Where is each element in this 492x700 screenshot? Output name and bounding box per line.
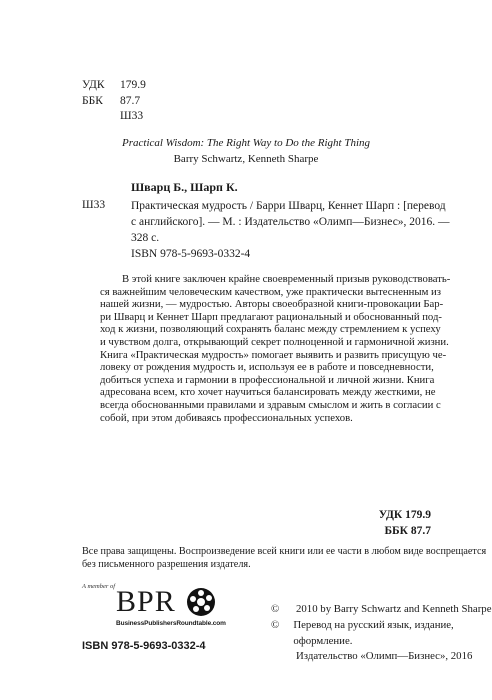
- description-line: Практическая мудрость / Барри Шварц, Кеннет Шарп : [перевод: [131, 200, 446, 212]
- bpr-logo: [82, 583, 226, 627]
- abstract-line: ловеку от рождения мудрость и, используя ее в работе и повседневности,: [100, 361, 434, 374]
- abstract-line: ри Шварц и Кеннет Шарп предлагают рациональный и обоснованный под-: [100, 310, 442, 323]
- abstract-line: Книга «Практическая мудрость» помогает выявить и развить присущую че-: [100, 348, 447, 361]
- catalog-code: Ш33: [82, 199, 106, 211]
- abstract-line: собой, при этом добиваясь профессиональных успехов.: [100, 411, 353, 424]
- bpr-member-text: A member of: [82, 583, 116, 590]
- description-line: 328 с.: [131, 231, 160, 244]
- abstract-line: нашей жизни, — мудростью. Авторы своеобразной книги-провокации Бар-: [100, 298, 444, 311]
- isbn-main: ISBN 978-5-9693-0332-4: [131, 248, 251, 260]
- udc-code: УДК 179.9: [82, 79, 146, 91]
- description-line: с английского]. — М. : Издательство «Олимп—Бизнес», 2016. —: [131, 215, 450, 228]
- rights-line: без письменного разрешения издателя.: [82, 558, 251, 570]
- bbk-code-right: ББК 87.7: [384, 525, 431, 537]
- copyright-symbol: ©: [271, 618, 280, 631]
- bpr-roundtable-icon: [186, 587, 216, 617]
- copyright-line: Издательство «Олимп—Бизнес», 2016: [296, 650, 473, 663]
- copyright-line: © Перевод на русский язык, издание, оформление.: [271, 618, 492, 650]
- abstract-line: В этой книге заключен крайне своевременный призыв руководствовать-: [122, 273, 451, 285]
- abstract-line: добиться успеха и гармонии в профессиональной и личной жизни. Книга: [100, 373, 435, 386]
- abstract-line: ся важнейшим человеческим качеством, уже практически вытесненным из: [100, 285, 441, 298]
- abstract-line: ход к жизни, позволяющий сохранять баланс между стремлением к успеху: [100, 323, 441, 336]
- bibliographic-description: [131, 199, 450, 246]
- udc-code-right: УДК 179.9: [378, 509, 431, 521]
- abstract-line: и чувством долга, открывающий секрет полноценной и гармоничной жизни.: [100, 335, 449, 348]
- rights-line: Все права защищены. Воспроизведение всей книги или ее части в любом виде воспрещается: [82, 546, 487, 557]
- original-authors: Barry Schwartz, Kenneth Sharpe: [173, 152, 319, 165]
- bpr-subtitle: BusinessPublishersRoundtable.com: [116, 620, 226, 627]
- author-mark-code: Ш33: [120, 110, 144, 123]
- bpr-letters: BPR: [116, 585, 176, 618]
- bbk-code: ББК 87.7: [82, 94, 141, 107]
- author-heading: Шварц Б., Шарп К.: [131, 180, 238, 194]
- abstract-line: всегда обоснованными правилами и здравым смыслом и жить в согласии с: [100, 398, 441, 411]
- original-title: Practical Wisdom: The Right Way to Do the Right Thing: [122, 137, 370, 149]
- copyright-line: © 2010 by Barry Schwartz and Kenneth Sharpe: [271, 602, 492, 618]
- abstract: [100, 273, 451, 424]
- codes-right: [379, 507, 431, 539]
- rights-notice: [82, 546, 487, 572]
- classification-codes: [82, 78, 146, 125]
- copyright-symbol: ©: [271, 603, 280, 615]
- original-title-block: [0, 136, 492, 167]
- copyright-block: [271, 602, 492, 665]
- isbn-bottom: ISBN 978-5-9693-0332-4: [82, 640, 206, 652]
- abstract-line: адресована всем, кто хочет научиться балансировать между жесткими, не: [100, 386, 436, 399]
